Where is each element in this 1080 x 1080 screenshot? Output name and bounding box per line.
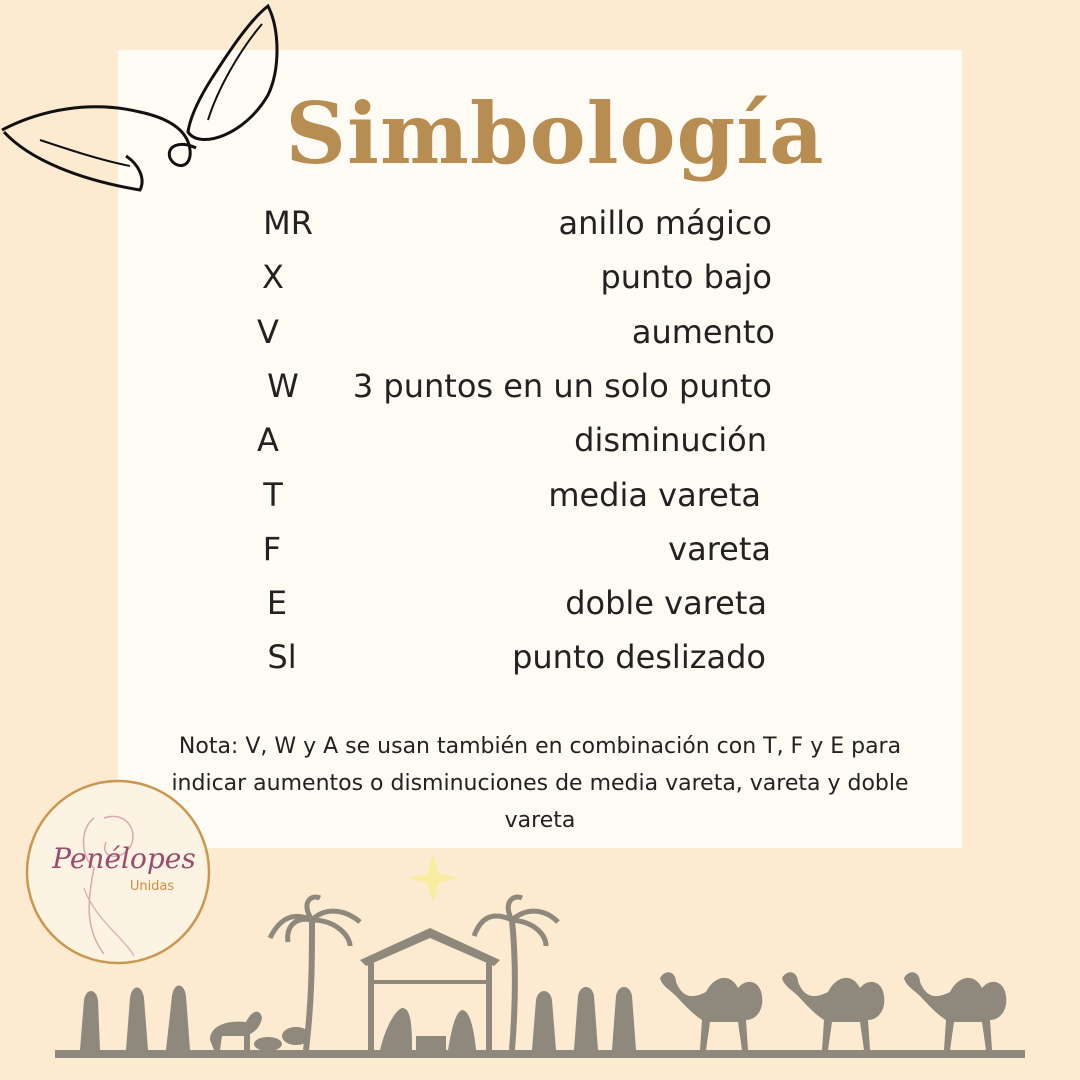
symbol-description: vareta	[668, 529, 771, 568]
symbol-description: disminución	[574, 421, 767, 460]
symbol-code: W	[267, 366, 299, 405]
symbol-code: T	[263, 475, 283, 514]
star-icon	[408, 854, 458, 902]
symbol-description: doble vareta	[565, 584, 767, 623]
symbol-row	[0, 638, 1080, 688]
symbol-code: V	[257, 312, 279, 351]
symbol-row	[0, 584, 1080, 634]
symbol-description: anillo mágico	[558, 204, 772, 242]
note-text: Nota: V, W y A se usan también en combinación con T, F y E para indicar aumentos o disminuciones de media vareta, vareta y doble vareta	[171, 734, 909, 833]
symbol-code: F	[262, 529, 282, 568]
symbol-row	[0, 258, 1080, 308]
symbol-row	[0, 530, 1080, 580]
symbol-row	[0, 367, 1080, 417]
symbol-code: A	[257, 421, 279, 460]
logo-line2: Unidas	[129, 879, 175, 894]
symbol-code: Sl	[267, 638, 297, 677]
symbol-code: E	[266, 584, 288, 623]
logo-text	[24, 778, 212, 966]
symbol-row	[0, 476, 1080, 526]
symbol-row	[0, 313, 1080, 363]
page-title: Simbología	[285, 84, 825, 183]
symbol-code: X	[262, 258, 284, 297]
symbol-description: aumento	[631, 312, 775, 351]
symbol-row	[0, 421, 1080, 471]
symbol-row	[0, 204, 1080, 254]
symbol-code: MR	[263, 204, 313, 242]
symbol-description: punto bajo	[600, 258, 772, 297]
symbol-description: punto deslizado	[512, 638, 766, 677]
logo-line1: Penélopes	[52, 842, 196, 875]
symbol-description: 3 puntos en un solo punto	[352, 366, 772, 405]
symbol-description: media vareta	[548, 475, 761, 514]
